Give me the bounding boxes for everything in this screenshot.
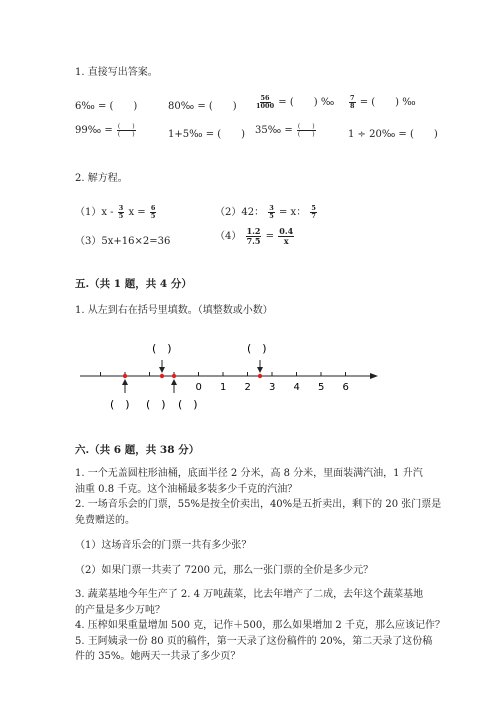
point-a bbox=[123, 374, 127, 378]
point-b bbox=[160, 374, 164, 378]
number-line-arrowhead bbox=[370, 373, 378, 379]
paren-below-c: ( ) bbox=[178, 398, 198, 411]
point-d bbox=[258, 374, 262, 378]
number-line-tick-label: 0 bbox=[195, 382, 202, 393]
arrow-down-d-head bbox=[257, 367, 263, 373]
section6-body bbox=[75, 466, 445, 665]
arrow-down-b-head bbox=[159, 367, 165, 373]
s6-line: （2）如果门票一共卖了 7200 元，那么一张门票的全价是多少元？ bbox=[75, 564, 374, 576]
s6-line: 3. 蔬菜基地今年生产了 2. 4 万吨蔬菜，比去年增产了二成，去年这个蔬菜基地 bbox=[75, 589, 424, 600]
number-line-tick-label: 4 bbox=[293, 382, 300, 393]
equation-4: （4） $\frac{1.2}{7.5}$ = $\frac{0.4}{x}$ bbox=[215, 226, 294, 246]
number-line-figure bbox=[0, 330, 500, 420]
number-line-tick-label: 5 bbox=[318, 382, 325, 393]
number-line-tick-label: 3 bbox=[269, 382, 276, 393]
equation-3: （3）5x+16×2=36 bbox=[75, 236, 171, 247]
arrow-up-a-head bbox=[122, 379, 128, 385]
q-6-permille: 6‰ = ( ) bbox=[75, 101, 138, 112]
s6-line: 免费赠送的。 bbox=[75, 514, 135, 526]
section2-title: 2. 解方程。 bbox=[75, 173, 128, 184]
q-99-permille: 99‰ = $\frac{( )}{( )}$ bbox=[75, 123, 135, 138]
s6-line: 1. 一个无盖圆柱形油桶，底面半径 2 分米，高 8 分米，里面装满汽油，1 升汽 bbox=[75, 468, 423, 479]
s6-line: 5. 王阿姨录一份 80 页的稿件，第一天录了这份稿件的 20%，第二天录了这份稿 bbox=[75, 635, 433, 647]
paren-above-d: ( ) bbox=[247, 342, 267, 355]
paren-above-b: ( ) bbox=[152, 342, 172, 355]
q-35-permille: 35‰ = $\frac{( )}{( )}$ bbox=[255, 123, 315, 138]
equation-1: （1）x - $\frac{3}{5}$ x = $\frac{6}{5}$ bbox=[75, 204, 156, 220]
number-line-tick-label: 2 bbox=[244, 382, 251, 393]
q-80-permille: 80‰ = ( ) bbox=[168, 101, 237, 112]
q-56-over-1000: $\frac{56}{1000}$ = ( ) ‰ bbox=[256, 94, 335, 110]
number-line-tick-label: 1 bbox=[220, 382, 227, 393]
section5-question-1: 1. 从左到右在括号里填数。（填整数或小数） bbox=[75, 305, 273, 316]
section6-heading: 六.（共 6 题，共 38 分） bbox=[75, 444, 200, 456]
q-7-over-8: $\frac{7}{8}$ = ( ) ‰ bbox=[350, 94, 416, 110]
paren-below-b: ( ) bbox=[146, 398, 166, 411]
s6-line: 油重 0.8 千克。这个油桶最多装多少千克的汽油？ bbox=[75, 483, 298, 495]
section1-title: 1. 直接写出答案。 bbox=[75, 67, 158, 78]
s6-line: 件的 35%。她两天一共录了多少页？ bbox=[75, 651, 241, 662]
q-1-div-20-permille: 1 ÷ 20‰ = ( ) bbox=[348, 129, 438, 140]
s6-line: 4. 压榨如果重量增加 500 克，记作＋500，那么如果增加 2 千克，那么应该记作？ bbox=[75, 620, 445, 631]
equation-2: （2）42： $\frac{3}{5}$ = x： $\frac{5}{7}$ bbox=[215, 204, 316, 220]
paren-below-a: ( ) bbox=[110, 398, 130, 411]
s6-line: （1）这场音乐会的门票一共有多少张？ bbox=[75, 540, 252, 551]
s6-line: 2. 一场音乐会的门票，55%是按全价卖出，40%是五折卖出，剩下的 20 张门票是 bbox=[75, 499, 442, 510]
point-c bbox=[172, 374, 176, 378]
arrow-up-c-head bbox=[171, 379, 177, 385]
number-line-tick-label: 6 bbox=[342, 382, 349, 393]
section5-heading: 五.（共 1 题，共 4 分） bbox=[75, 278, 192, 290]
number-line-ticks bbox=[101, 372, 349, 393]
q-1-plus-5-permille: 1+5‰ = ( ) bbox=[168, 129, 246, 140]
s6-line: 的产量是多少万吨？ bbox=[75, 604, 165, 616]
